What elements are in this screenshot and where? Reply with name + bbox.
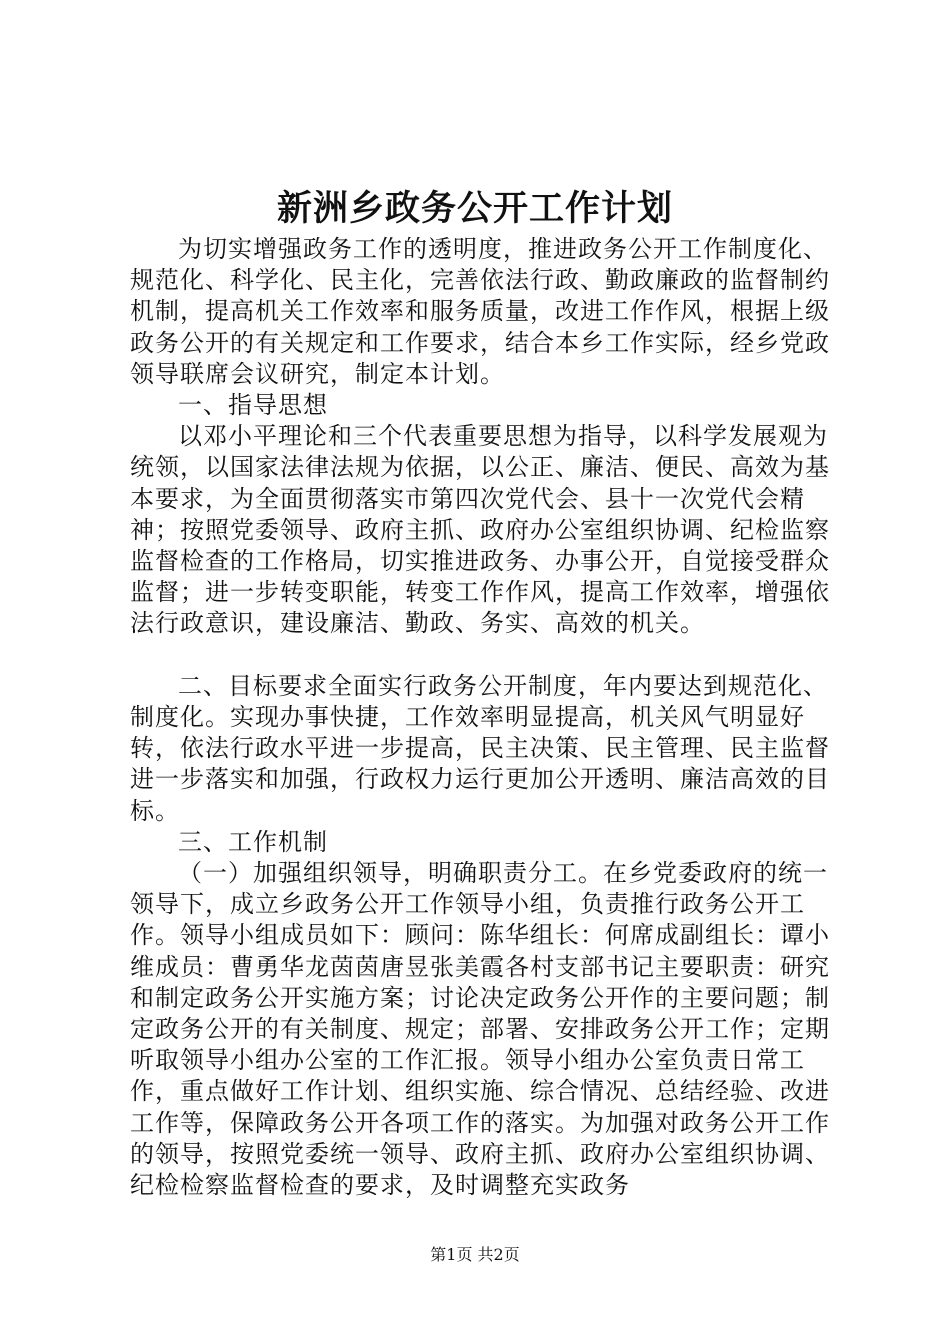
document-title: 新洲乡政务公开工作计划 (276, 188, 673, 229)
page-number-footer: 第1页 共2页 (430, 1245, 520, 1264)
paragraph-organization: （一）加强组织领导，明确职责分工。在乡党委政府的统一领导下，成立乡政务公开工作领导小组，负责推行政务公开工作。领导小组成员如下：顾问：陈华组长：何席成副组长：谭小维成员：曹勇华龙茵茵唐昱张美霞各村支部书记主要职责：研究和制定政务公开实施方案；讨论决定政务公开作的主要问题；制定政务公开的有关制度、规定；部署、安排政务公开工作；定期听取领导小组办公室的工作汇报。领导小组办公室负责日常工作，重点做好工作计划、组织实施、综合情况、总结经验、改进工作等，保障政务公开各项工作的落实。为加强对政务公开工作的领导，按照党委统一领导、政府主抓、政府办公室组织协调、纪检检察监督检查的要求，及时调整充实政务 (130, 859, 830, 1200)
document-body (130, 234, 852, 1201)
heading-work-mechanism: 三、工作机制 (178, 827, 328, 856)
paragraph-guiding-ideology: 以邓小平理论和三个代表重要思想为指导，以科学发展观为统领，以国家法律法规为依据，以公正、廉洁、便民、高效为基本要求，为全面贯彻落实市第四次党代会、县十一次党代会精神；按照党委领导、政府主抓、政府办公室组织协调、纪检监察监督检查的工作格局，切实推进政务、办事公开，自觉接受群众监督；进一步转变职能，转变工作作风，提高工作效率，增强依法行政意识，建设廉洁、勤政、务实、高效的机关。 (130, 422, 830, 638)
heading-guiding-ideology: 一、指导思想 (178, 391, 328, 420)
paragraph-goals: 二、目标要求全面实行政务公开制度，年内要达到规范化、制度化。实现办事快捷，工作效率明显提高，机关风气明显好转，依法行政水平进一步提高，民主决策、民主管理、民主监督进一步落实和加强，行政权力运行更加公开透明、廉洁高效的目标。 (130, 671, 830, 825)
paragraph-intro: 为切实增强政务工作的透明度，推进政务公开工作制度化、规范化、科学化、民主化，完善依法行政、勤政廉政的监督制约机制，提高机关工作效率和服务质量，改进工作作风，根据上级政务公开的有关规定和工作要求，结合本乡工作实际，经乡党政领导联席会议研究，制定本计划。 (130, 235, 830, 388)
